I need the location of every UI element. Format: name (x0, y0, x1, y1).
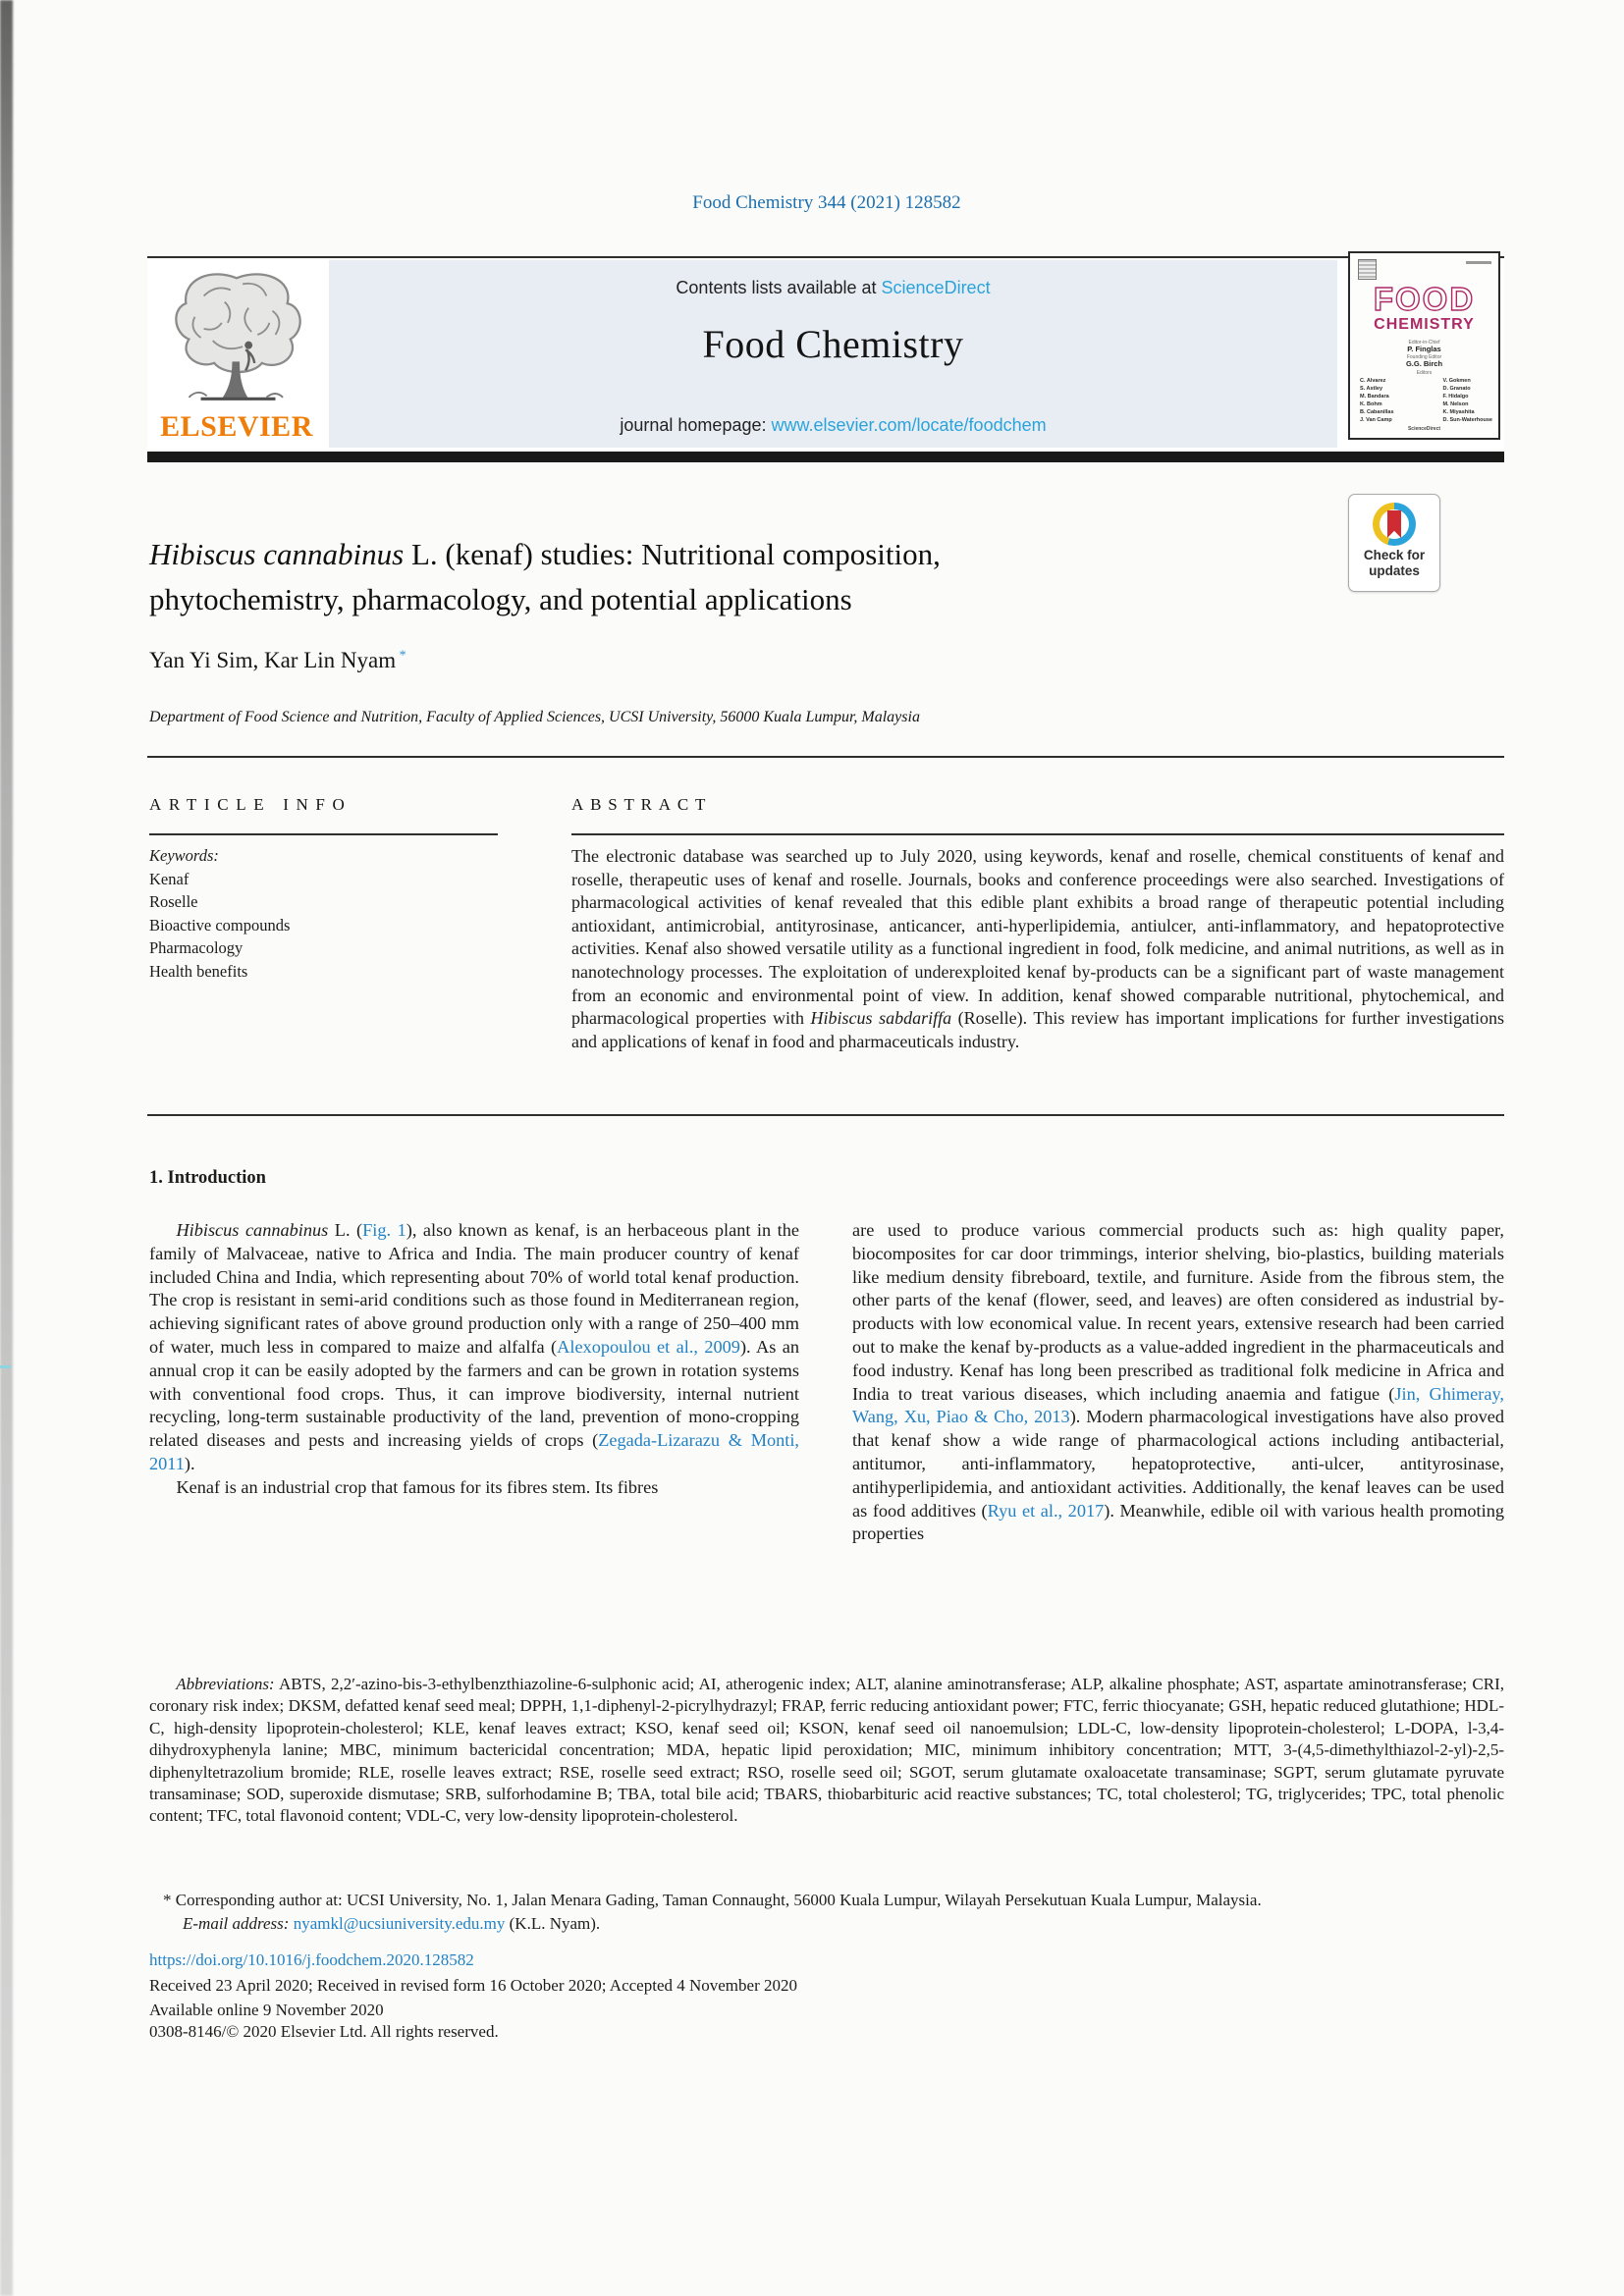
article-info-heading: ARTICLE INFO (149, 795, 352, 814)
crossmark-ribbon-icon (1387, 510, 1401, 538)
journal-title: Food Chemistry (702, 322, 964, 366)
doi-link[interactable]: https://doi.org/10.1016/j.foodchem.2020.128582 (149, 1950, 474, 1969)
cover-editor: K. Miyashita (1442, 409, 1475, 415)
divider (571, 833, 1504, 835)
divider (147, 1114, 1504, 1116)
keyword-item: Pharmacology (149, 938, 244, 957)
contents-line (329, 278, 1337, 298)
journal-homepage-link[interactable]: www.elsevier.com/locate/foodchem (771, 415, 1047, 435)
corresponding-author-note: * Corresponding author at: UCSI University, No. 1, Jalan Menara Gading, Taman Connaught, 56000 Kuala Lumpur, Wilayah Persekutuan Kuala Lumpur, Malaysia. (163, 1891, 1262, 1909)
contents-prefix: Contents lists available at (676, 278, 882, 297)
badge-label-line2: updates (1369, 563, 1420, 578)
cover-founding-label: Founding Editor (1406, 354, 1442, 360)
cover-editor-columns (1360, 377, 1492, 424)
cover-editor: S. Astley (1360, 386, 1383, 392)
cover-editor: D. Sun-Waterhouse (1442, 417, 1492, 423)
divider (147, 756, 1504, 758)
article-affiliation: Department of Food Science and Nutrition, Faculty of Applied Sciences, UCSI University, 56000 Kuala Lumpur, Malaysia (149, 709, 920, 725)
intro-right-column (852, 1219, 1504, 1546)
received-dates-line: Received 23 April 2020; Received in revised form 16 October 2020; Accepted 4 November 2020 (149, 1976, 797, 1995)
inline-link[interactable]: Fig. 1 (362, 1220, 406, 1240)
inline-link[interactable]: Zegada-Lizarazu & Monti, 2011 (149, 1430, 799, 1473)
intro-left-column (149, 1219, 799, 1500)
cover-editor-col1 (1360, 377, 1394, 424)
italic-text: Hibiscus cannabinus (149, 537, 405, 571)
scan-artifact (0, 1365, 11, 1368)
cover-editor: C. Alvarez (1360, 378, 1386, 384)
italic-text: Hibiscus cannabinus (176, 1220, 329, 1240)
cover-footer-text: ScienceDirect (1407, 426, 1441, 432)
badge-label-line1: Check for (1363, 548, 1426, 562)
corresponding-author-mark[interactable]: * (396, 648, 406, 664)
article-authors: Yan Yi Sim, Kar Lin Nyam * (149, 648, 406, 672)
cover-editor-col2 (1442, 377, 1492, 424)
intro-paragraph: Hibiscus cannabinus L. (Fig. 1), also known as kenaf, is an herbaceous plant in the family of Malvaceae, native to Africa and India. The main producer country of kenaf included China and India, which representing about 70% of world total kenaf production. The crop is resistant in semi-arid conditions such as those found in Mediterranean region, achieving significant rates of above ground production only with a range of 250–400 mm of water, much less in compared to maize and alfalfa (Alexopoulou et al., 2009). As an annual crop it can be easily adopted by the farmers and can be grown in rotation systems with conventional food crops. Thus, it can improve biodiversity, internal nutrient recycling, long-term sustainable productivity of the land, prevention of mono-cropping related diseases and pests and increasing yields of crops (Zegada-Lizarazu & Monti, 2011). (149, 1220, 800, 1473)
homepage-line (329, 415, 1337, 436)
divider (147, 256, 1504, 258)
sciencedirect-link[interactable]: ScienceDirect (881, 278, 991, 297)
cover-founding-name: G.G. Birch (1405, 359, 1443, 368)
cover-title-food: FOOD (1373, 281, 1476, 317)
divider-thick (147, 452, 1504, 462)
header-citation-row (149, 192, 1504, 214)
elsevier-tree-logo-icon (159, 261, 314, 408)
copyright-line: 0308-8146/© 2020 Elsevier Ltd. All rights reserved. (149, 2022, 499, 2041)
intro-paragraph: Kenaf is an industrial crop that famous for its fibres stem. Its fibres (176, 1476, 659, 1497)
banner-background (329, 260, 1337, 448)
cover-editor: M. Bandara (1360, 394, 1389, 400)
inline-link[interactable]: Alexopoulou et al., 2009 (557, 1336, 740, 1357)
cover-publisher-mark-icon (1358, 259, 1377, 280)
elsevier-wordmark: ELSEVIER (160, 410, 313, 443)
keywords-label: Keywords: (149, 846, 219, 865)
cover-title-chemistry: CHEMISTRY (1374, 316, 1475, 333)
cover-editor: D. Granato (1442, 386, 1471, 392)
cover-editor: F. Hidalgo (1442, 394, 1469, 400)
article-title: Hibiscus cannabinus L. (kenaf) studies: Nutritional composition, phytochemistry, pharmacology, and potential applications (149, 537, 941, 616)
elsevier-logo (147, 261, 326, 448)
abstract-body: The electronic database was searched up to July 2020, using keywords, kenaf and roselle, chemical constituents of kenaf and roselle, therapeutic uses of kenaf and roselle. Journals, books and conference proceedings were also searched. Investigations of pharmacological activities of kenaf revealed that this edible plant exhibits a broad range of therapeutic potential including antioxidant, antimicrobial, antityrosinase, anticancer, anti-hyperlipidemia, antiulcer, anti-inflammatory, and hepatoprotective activities. Kenaf also showed versatile utility as a functional ingredient in food, folk medicine, and animal nutritions, as well as in nanotechnology processes. The exploitation of underexploited kenaf by-products can be a significant part of waste management from an economic and environmental point of view. In addition, kenaf showed comparable nutritional, phytochemical, and pharmacological properties with Hibiscus sabdariffa (Roselle). This review has important implications for further investigations and applications of kenaf in food and pharmaceuticals industry. (571, 846, 1505, 1051)
keywords-block (149, 844, 503, 983)
divider (149, 833, 498, 835)
journal-cover-thumbnail[interactable] (1348, 251, 1500, 440)
email-address-note: E-mail address: nyamkl@ucsiuniversity.edu.my (K.L. Nyam). (183, 1914, 601, 1933)
journal-banner (147, 259, 1504, 450)
italic-text: Hibiscus sabdariffa (810, 1008, 952, 1029)
scan-edge-shadow (0, 0, 13, 2296)
inline-link[interactable]: nyamkl@ucsiuniversity.edu.my (293, 1914, 506, 1933)
cover-editor: M. Nelson (1442, 401, 1469, 407)
cover-eic-name: P. Finglas (1407, 345, 1441, 353)
intro-paragraph: are used to produce various commercial products such as: high quality paper, biocomposites for car door trimmings, interior shelving, bio-plastics, building materials like medium density fibreboard, textile, and furniture. Aside from the fibrous stem, the other parts of the kenaf (flower, seed, and leaves) are often considered as industrial by-products with low economical value. In recent years, extensive research had been carried out to make the kenaf by-products as a value-added ingredient in the pharmaceuticals and food industry. Kenaf has long been prescribed as traditional folk medicine in Africa and India to treat various diseases, which including anaemia and fatigue (Jin, Ghimeray, Wang, Xu, Piao & Cho, 2013). Modern pharmacological investigations have also proved that kenaf show a wide range of pharmacological actions including antibacterial, antitumor, anti-inflammatory, hepatoprotective, anti-ulcer, antityrosinase, antihyperlipidemia, and antioxidant activities. Additionally, the kenaf leaves can be used as food additives (Ryu et al., 2017). Meanwhile, edible oil with various health promoting properties (852, 1220, 1504, 1544)
cover-editors-label: Editors (1416, 370, 1433, 376)
italic-text: E-mail address: (183, 1914, 294, 1933)
cover-editor: V. Gokmen (1442, 378, 1471, 384)
crossmark-icon (1373, 503, 1416, 546)
keyword-item: Health benefits (149, 961, 248, 981)
cover-editor: B. Cabanillas (1360, 409, 1394, 415)
cover-eic-label: Editor-in-Chief (1408, 340, 1440, 346)
abbreviations-note: Abbreviations: ABTS, 2,2′-azino-bis-3-ethylbenzthiazoline-6-sulphonic acid; AI, atherogenic index; ALT, alanine aminotransferase; ALP, alkaline phosphate; AST, aspartate aminotransferase; CRI, coronary risk index; DKSM, defatted kenaf seed meal; DPPH, 1,1-diphenyl-2-picrylhydrazyl; FRAP, ferric reducing antioxidant power; FTC, ferric thiocyanate; GSH, hepatic reduced glutathione; HDL-C, high-density lipoprotein-cholesterol; KLE, kenaf leaves extract; KSO, kenaf seed oil; KSON, kenaf seed oil nanoemulsion; LDL-C, low-density lipoprotein-cholesterol; L-DOPA, l-3,4-dihydroxyphenyla lanine; MBC, minimum bactericidal concentration; MDA, hepatic lipid peroxidation; MIC, minimum inhibitory concentration; MTT, 3-(4,5-dimethylthiazol-2-yl)-2,5-diphenyltetrazolium bromide; RLE, roselle leaves extract; RSE, roselle seed extract; RSO, roselle seed oil; SGOT, serum glutamate oxaloacetate transaminase; SGPT, serum glutamate pyruvate transaminase; SOD, superoxide dismutase; SRB, sulforhodamine B; TBA, total bile acid; TBARS, thiobarbituric acid reactive substances; TC, total cholesterol; TG, triglycerides; TPC, total phenolic content; TFC, total flavonoid content; VDL-C, very low-density lipoprotein-cholesterol. (149, 1675, 1504, 1826)
keyword-item: Kenaf (149, 869, 189, 888)
homepage-prefix: journal homepage: (620, 415, 772, 435)
inline-link[interactable]: Ryu et al., 2017 (987, 1500, 1105, 1521)
inline-link[interactable]: Jin, Ghimeray, Wang, Xu, Piao & Cho, 2013 (852, 1383, 1504, 1427)
italic-text: Abbreviations: (176, 1675, 275, 1693)
abstract-heading: ABSTRACT (571, 795, 713, 814)
keyword-item: Roselle (149, 892, 198, 911)
journal-citation-link[interactable]: Food Chemistry 344 (2021) 128582 (692, 192, 961, 213)
cover-editor: K. Bohm (1360, 401, 1382, 407)
cover-issue-info (1466, 261, 1491, 264)
cover-editor: J. Van Camp (1360, 417, 1392, 423)
keyword-item: Bioactive compounds (149, 915, 291, 934)
section-heading-introduction: 1. Introduction (149, 1168, 266, 1188)
available-online-line: Available online 9 November 2020 (149, 2001, 384, 2019)
